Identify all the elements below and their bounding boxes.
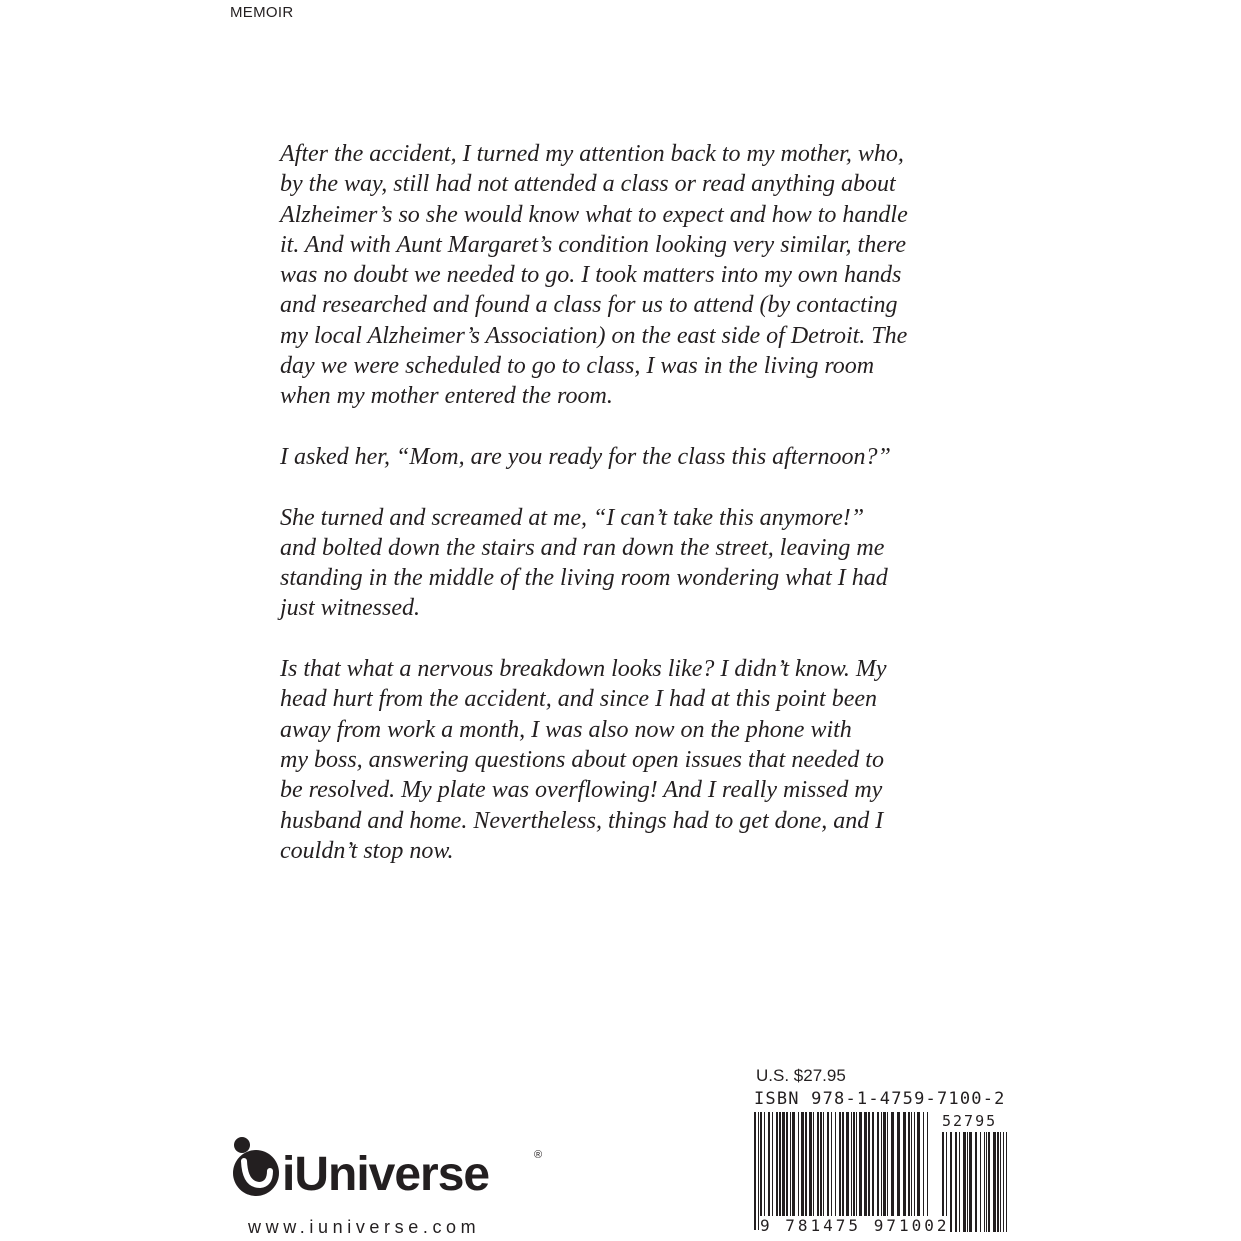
excerpt-line: and bolted down the stairs and ran down the street, leaving me (280, 534, 885, 561)
isbn-label: ISBN 978-1-4759-7100-2 (754, 1089, 1006, 1109)
excerpt-line: just witnessed. (280, 595, 421, 622)
excerpt-line: away from work a month, I was also now on the phone with (280, 716, 852, 743)
publisher-logo (230, 1135, 550, 1235)
excerpt-line: it. And with Aunt Margaret’s condition looking very similar, there (280, 231, 906, 258)
excerpt-line: husband and home. Nevertheless, things had to get done, and I (280, 807, 884, 834)
excerpt-line: day we were scheduled to go to class, I was in the living room (280, 353, 875, 380)
excerpt-line: I asked her, “Mom, are you ready for the class this afternoon?” (280, 443, 891, 470)
cover-excerpt (280, 139, 980, 896)
excerpt-line: and researched and found a class for us to attend (by contacting (280, 292, 898, 319)
genre-label: MEMOIR (230, 4, 294, 21)
excerpt-paragraph (280, 442, 980, 472)
excerpt-line: my boss, answering questions about open issues that needed to (280, 746, 884, 773)
excerpt-line: was no doubt we needed to go. I took matters into my own hands (280, 262, 902, 289)
barcode-digits: 9 781475 971002 (760, 1216, 950, 1235)
excerpt-line: be resolved. My plate was overflowing! And I really missed my (280, 777, 883, 804)
publisher-name: iUniverse (282, 1148, 490, 1201)
iuniverse-logo-icon (230, 1135, 290, 1210)
barcode-addon-digits: 52795 (942, 1112, 998, 1130)
excerpt-line: Alzheimer’s so she would know what to expect and how to handle (280, 201, 908, 228)
excerpt-line: my local Alzheimer’s Association) on the east side of Detroit. The (280, 322, 908, 349)
excerpt-line: She turned and screamed at me, “I can’t take this anymore!” (280, 504, 865, 531)
excerpt-paragraph (280, 503, 980, 624)
excerpt-line: couldn’t stop now. (280, 837, 454, 864)
excerpt-line: standing in the middle of the living room wondering what I had (280, 565, 888, 592)
excerpt-line: when my mother entered the room. (280, 383, 613, 410)
excerpt-line: After the accident, I turned my attention back to my mother, who, (280, 141, 904, 167)
excerpt-line: head hurt from the accident, and since I had at this point been (280, 686, 878, 713)
excerpt-line: Is that what a nervous breakdown looks like? I didn’t know. My (280, 656, 887, 683)
registered-mark: ® (534, 1149, 543, 1161)
excerpt-paragraph (280, 654, 980, 866)
excerpt-line: by the way, still had not attended a class or read anything about (280, 171, 896, 198)
publisher-url: www.iuniverse.com (248, 1217, 481, 1237)
excerpt-paragraph (280, 139, 980, 412)
price-label: U.S. $27.95 (756, 1066, 846, 1085)
